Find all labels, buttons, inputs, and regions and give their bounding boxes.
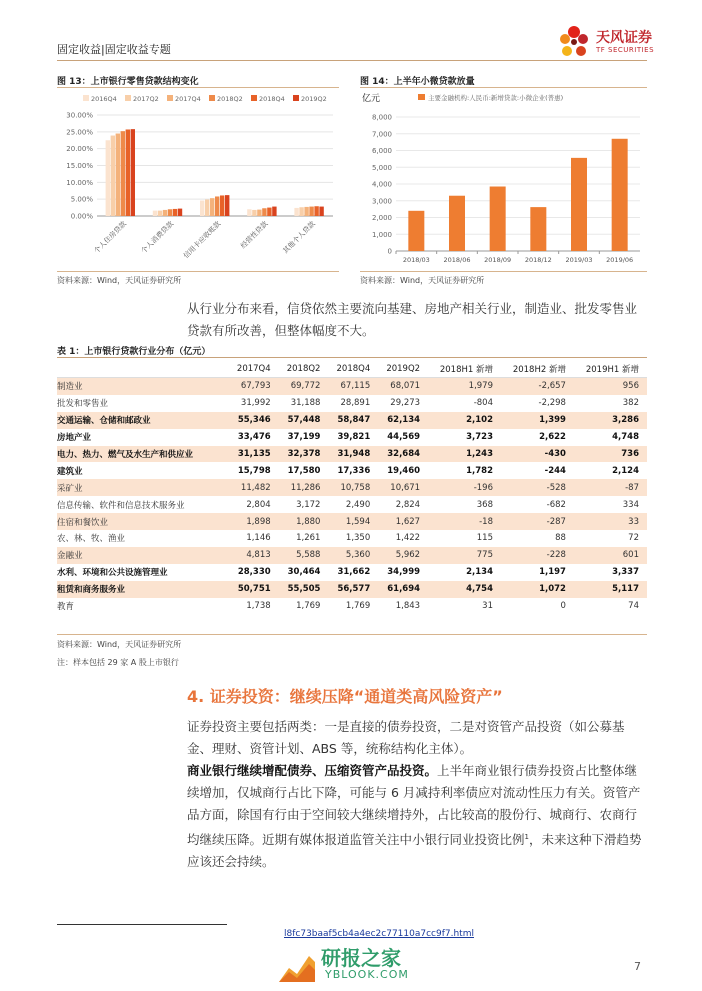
value-cell: 50,751 — [229, 581, 279, 598]
bar — [225, 195, 229, 216]
legend-swatch — [251, 95, 257, 101]
analysis-lead-sentence: 商业银行继续增配债券、压缩资管产品投资。 — [187, 763, 438, 778]
bar — [116, 134, 120, 216]
industry-name-cell: 房地产业 — [57, 433, 92, 444]
table-row — [57, 446, 647, 463]
legend-label: 2019Q2 — [301, 95, 327, 103]
value-cell: 62,134 — [378, 412, 428, 429]
bar — [408, 211, 424, 251]
industry-name-cell: 教育 — [57, 602, 75, 613]
value-cell: -196 — [428, 479, 501, 496]
value-cell: 5,962 — [378, 547, 428, 564]
value-cell: 31,992 — [240, 398, 271, 409]
value-cell: 29,273 — [390, 398, 421, 409]
bar — [252, 210, 256, 216]
figure13-title: 图 13：上市银行零售贷款结构变化 — [57, 77, 199, 87]
y-tick-label: 1,000 — [371, 230, 392, 239]
x-tick-label: 经营性贷款 — [239, 219, 270, 251]
y-tick-label: 20.00% — [66, 145, 93, 154]
value-cell: 30,464 — [287, 567, 321, 578]
value-cell: 368 — [476, 499, 493, 510]
value-cell: -287 — [501, 513, 574, 530]
value-cell: 382 — [622, 398, 639, 409]
y-tick-label: 8,000 — [371, 113, 392, 122]
footnote-marker[interactable]: 1 — [524, 833, 529, 841]
x-tick-label: 2018/09 — [484, 256, 512, 264]
value-cell: -430 — [501, 446, 574, 463]
value-cell: 115 — [476, 533, 493, 544]
value-cell: 1,422 — [395, 533, 421, 544]
industry-name-cell: 租赁和商务服务业 — [57, 581, 229, 598]
watermark — [275, 942, 465, 986]
value-cell: 2,824 — [395, 499, 421, 510]
value-cell: 17,336 — [337, 465, 371, 476]
page-number: 7 — [634, 960, 641, 973]
x-tick-label: 2018/03 — [402, 256, 430, 264]
x-tick-label: 2018/06 — [443, 256, 471, 264]
logo-text: 天风证券 — [596, 30, 652, 46]
figure13-source: 资料来源：Wind，天风证券研究所 — [57, 276, 182, 285]
small-micro-loan-chart — [360, 89, 647, 269]
value-cell: 5,360 — [328, 547, 378, 564]
bar — [530, 207, 546, 251]
table-row — [57, 513, 647, 530]
value-cell: 10,758 — [328, 479, 378, 496]
value-cell: -228 — [501, 547, 574, 564]
value-cell: 2,134 — [466, 567, 493, 578]
value-cell: -87 — [574, 479, 647, 496]
value-cell: 1,594 — [328, 513, 378, 530]
value-cell: 33 — [574, 513, 647, 530]
value-cell: 15,798 — [237, 465, 271, 476]
value-cell: 28,891 — [340, 398, 371, 409]
table1-title-rule — [57, 357, 647, 358]
bar — [272, 207, 276, 216]
bar — [126, 129, 130, 216]
legend-label: 主要金融机构:人民币:新增贷款:小微企业(普惠) — [428, 94, 564, 102]
table1-source: 资料来源：Wind，天风证券研究所 — [57, 640, 182, 649]
bar — [267, 208, 271, 216]
y-tick-label: 10.00% — [66, 178, 93, 187]
table-row — [57, 547, 647, 564]
bar — [215, 196, 219, 216]
value-cell: 55,346 — [229, 412, 279, 429]
legend-label: 2018Q4 — [259, 95, 285, 103]
bar — [173, 209, 177, 216]
value-cell: 31,662 — [337, 567, 371, 578]
value-cell: 88 — [555, 533, 566, 544]
industry-name-cell: 电力、热力、燃气及水生产和供应业 — [57, 446, 229, 463]
table-row — [57, 530, 647, 547]
figure14-title-rule — [360, 87, 647, 88]
value-cell: -682 — [546, 499, 566, 510]
analysis-body-tail: ，未来这种下滑趋势应该还会持续。 — [187, 832, 642, 870]
bar — [449, 196, 465, 251]
value-cell: 57,448 — [279, 412, 329, 429]
y-tick-label: 25.00% — [66, 128, 93, 137]
value-cell: 0 — [560, 601, 566, 612]
table-row — [57, 496, 647, 513]
industry-name-cell: 农、林、牧、渔业 — [57, 534, 126, 545]
x-tick-label: 2019/03 — [565, 256, 593, 264]
watermark-text: 研报之家 — [321, 946, 401, 970]
value-cell: 32,378 — [279, 446, 329, 463]
value-cell: 1,880 — [279, 513, 329, 530]
value-cell: 55,505 — [279, 581, 329, 598]
value-cell: 1,782 — [466, 465, 493, 476]
table-row — [57, 395, 647, 412]
page-header-title: 固定收益|固定收益专题 — [57, 43, 171, 56]
table-row — [57, 479, 647, 496]
value-cell: 33,476 — [237, 432, 271, 443]
bar — [158, 211, 162, 216]
y-tick-label: 30.00% — [66, 111, 93, 120]
value-cell: 1,627 — [378, 513, 428, 530]
x-tick-label: 2018/12 — [524, 256, 552, 264]
value-cell: 32,684 — [378, 446, 428, 463]
table-row — [57, 462, 647, 479]
bar — [294, 208, 298, 216]
bar — [205, 200, 209, 216]
value-cell: 1,399 — [501, 412, 574, 429]
y-axis-unit: 亿元 — [362, 94, 381, 104]
legend-swatch — [418, 94, 425, 100]
value-cell: 4,754 — [428, 581, 501, 598]
column-header: 2019Q2 — [378, 361, 428, 378]
bar — [131, 129, 135, 216]
bar — [304, 207, 308, 216]
retail-loan-structure-chart — [57, 89, 339, 269]
value-cell: 1,738 — [246, 601, 271, 612]
value-cell: 2,102 — [428, 412, 501, 429]
value-cell: 10,671 — [378, 479, 428, 496]
bar — [168, 209, 172, 216]
x-tick-label: 2019/06 — [606, 256, 634, 264]
y-tick-label: 6,000 — [371, 147, 392, 155]
footnote-link[interactable]: l8fc73baaf5cb4a4ec2c77110a7cc9f7.html — [284, 929, 474, 939]
value-cell: 1,979 — [428, 378, 501, 395]
value-cell: 34,999 — [387, 567, 421, 578]
industry-name-cell: 批发和零售业 — [57, 399, 109, 410]
table-row — [57, 581, 647, 598]
value-cell: 956 — [574, 378, 647, 395]
column-header: 2019H1 新增 — [574, 361, 647, 378]
value-cell: 31,948 — [328, 446, 378, 463]
value-cell: 2,622 — [539, 432, 566, 443]
value-cell: 19,460 — [387, 465, 421, 476]
value-cell: 775 — [428, 547, 501, 564]
bar — [121, 131, 125, 216]
y-tick-label: 7,000 — [371, 130, 392, 139]
bar — [319, 207, 323, 216]
table-header-row — [57, 361, 647, 378]
value-cell: 1,843 — [395, 601, 421, 612]
table-row — [57, 429, 647, 446]
value-cell: 17,580 — [287, 465, 321, 476]
bar — [262, 208, 266, 216]
y-tick-label: 5.00% — [70, 195, 93, 204]
y-tick-label: 15.00% — [66, 162, 93, 170]
y-tick-label: 0 — [387, 247, 392, 256]
bar — [220, 195, 224, 216]
value-cell: 31 — [482, 601, 493, 612]
value-cell: 5,117 — [574, 581, 647, 598]
industry-name-cell: 水利、环境和公共设施管理业 — [57, 568, 168, 579]
value-cell: -528 — [501, 479, 574, 496]
footnote-divider — [57, 924, 227, 925]
value-cell: 39,821 — [337, 432, 371, 443]
value-cell: 58,847 — [328, 412, 378, 429]
value-cell: 1,146 — [246, 533, 271, 544]
value-cell: 3,337 — [612, 567, 639, 578]
bar — [257, 210, 261, 216]
value-cell: -2,657 — [501, 378, 574, 395]
value-cell: -18 — [428, 513, 501, 530]
table-row — [57, 564, 647, 581]
value-cell: 11,286 — [279, 479, 329, 496]
column-header: 2018H1 新增 — [428, 361, 501, 378]
watermark-logo-icon — [275, 942, 319, 986]
legend-swatch — [83, 95, 89, 101]
value-cell: 61,694 — [378, 581, 428, 598]
table-row — [57, 412, 647, 429]
value-cell: 69,772 — [279, 378, 329, 395]
watermark-url: YBLOOK.COM — [325, 968, 409, 981]
figure14-bottom-rule — [360, 271, 647, 272]
value-cell: 736 — [574, 446, 647, 463]
bar — [247, 209, 251, 216]
securities-intro-paragraph: 证券投资主要包括两类：一是直接的债券投资，二是对资管产品投资（如公募基金、理财、资管计划、ABS 等，统称结构化主体）。 — [187, 719, 625, 756]
value-cell: 44,569 — [387, 432, 421, 443]
section-4-heading: 4. 证券投资：继续压降“通道类高风险资产” — [187, 687, 503, 706]
y-tick-label: 5,000 — [371, 163, 392, 172]
y-tick-label: 0.00% — [70, 212, 93, 221]
bar — [314, 206, 318, 216]
column-header: 2018H2 新增 — [501, 361, 574, 378]
legend-label: 2016Q4 — [91, 95, 117, 103]
value-cell: 3,723 — [466, 432, 493, 443]
y-tick-label: 2,000 — [371, 214, 392, 222]
bar — [299, 207, 303, 216]
legend-label: 2017Q2 — [133, 95, 159, 103]
industry-name-cell: 采矿业 — [57, 479, 229, 496]
value-cell: 5,588 — [279, 547, 329, 564]
value-cell: 1,350 — [345, 533, 371, 544]
bar — [490, 187, 506, 251]
table1-note: 注：样本包括 29 家 A 股上市银行 — [57, 658, 179, 667]
value-cell: 11,482 — [229, 479, 279, 496]
value-cell: 28,330 — [237, 567, 271, 578]
industry-name-cell: 制造业 — [57, 378, 229, 395]
industry-name-cell: 信息传输、软件和信息技术服务业 — [57, 500, 185, 511]
y-tick-label: 3,000 — [371, 197, 392, 206]
bar — [200, 201, 204, 216]
value-cell: 4,813 — [229, 547, 279, 564]
value-cell: 334 — [622, 499, 639, 510]
table-row — [57, 598, 647, 615]
value-cell: -2,298 — [538, 398, 566, 409]
value-cell: 68,071 — [378, 378, 428, 395]
bar — [612, 139, 628, 251]
legend-swatch — [293, 95, 299, 101]
legend-swatch — [167, 95, 173, 101]
value-cell: 1,769 — [345, 601, 371, 612]
bar — [153, 211, 157, 216]
value-cell: 31,135 — [229, 446, 279, 463]
bar — [163, 210, 167, 216]
y-tick-label: 4,000 — [371, 180, 392, 189]
value-cell: 31,188 — [290, 398, 321, 409]
value-cell: 67,793 — [229, 378, 279, 395]
value-cell: 601 — [574, 547, 647, 564]
industry-name-cell: 交通运输、仓储和邮政业 — [57, 412, 229, 429]
value-cell: 2,490 — [345, 499, 371, 510]
bar — [210, 198, 214, 216]
x-tick-label: 个人住房贷款 — [92, 219, 129, 256]
table1-bottom-rule — [57, 634, 647, 635]
industry-loan-table — [57, 361, 647, 614]
value-cell: -244 — [544, 465, 566, 476]
analysis-body-text: 上半年商业银行债券投资占比整体继续增加，仅城商行占比下降，可能与 6 月减持利率债应对流动性压力有关。资管产品方面，除国有行由于空间较大继续增持外，占比较高的股份行、城商行、农商行均继续压降。近期有媒体报道监管关注中小银行同业投资比例 — [187, 763, 641, 848]
value-cell: -804 — [473, 398, 493, 409]
bar — [106, 140, 110, 216]
value-cell: 1,243 — [428, 446, 501, 463]
figure14-source: 资料来源：Wind，天风证券研究所 — [360, 276, 485, 285]
figure13-title-rule — [57, 87, 339, 88]
industry-name-cell: 建筑业 — [57, 466, 83, 477]
value-cell: 3,286 — [574, 412, 647, 429]
bar — [309, 207, 313, 216]
value-cell: 72 — [628, 533, 639, 544]
column-header: 2018Q4 — [328, 361, 378, 378]
value-cell: 1,898 — [229, 513, 279, 530]
legend-swatch — [209, 95, 215, 101]
x-tick-label: 个人消费贷款 — [139, 219, 176, 256]
value-cell: 67,115 — [328, 378, 378, 395]
industry-distribution-paragraph: 从行业分布来看，信贷依然主要流向基建、房地产相关行业，制造业、批发零售业贷款有所改善，但整体幅度不大。 — [187, 301, 638, 338]
value-cell: 1,072 — [501, 581, 574, 598]
industry-name-cell: 住宿和餐饮业 — [57, 513, 229, 530]
value-cell: 74 — [628, 601, 639, 612]
industry-name-cell: 金融业 — [57, 547, 229, 564]
value-cell: 1,769 — [296, 601, 321, 612]
x-tick-label: 信用卡应收账款 — [182, 219, 223, 261]
securities-analysis-paragraph — [187, 760, 649, 873]
value-cell: 4,748 — [612, 432, 639, 443]
legend-swatch — [125, 95, 131, 101]
logo-flower-icon — [552, 22, 596, 62]
legend-label: 2018Q2 — [217, 95, 243, 103]
company-logo — [552, 22, 662, 62]
bar — [111, 136, 115, 216]
figure14-title: 图 14：上半年小微贷款放量 — [360, 77, 475, 87]
value-cell: 2,804 — [246, 499, 271, 510]
bar — [178, 209, 182, 216]
x-tick-label: 其他个人贷款 — [281, 219, 317, 256]
table1-title: 表 1：上市银行贷款行业分布（亿元） — [57, 347, 211, 357]
table-row — [57, 378, 647, 395]
value-cell: 1,197 — [539, 567, 566, 578]
column-header: 2018Q2 — [279, 361, 329, 378]
figure13-bottom-rule — [57, 271, 339, 272]
value-cell: 2,124 — [612, 465, 639, 476]
value-cell: 37,199 — [287, 432, 321, 443]
value-cell: 56,577 — [328, 581, 378, 598]
column-header — [57, 361, 229, 378]
value-cell: 1,261 — [296, 533, 321, 544]
bar — [571, 158, 587, 251]
value-cell: 3,172 — [296, 499, 321, 510]
logo-text-en: TF SECURITIES — [596, 46, 655, 54]
legend-label: 2017Q4 — [175, 95, 201, 103]
column-header: 2017Q4 — [229, 361, 279, 378]
